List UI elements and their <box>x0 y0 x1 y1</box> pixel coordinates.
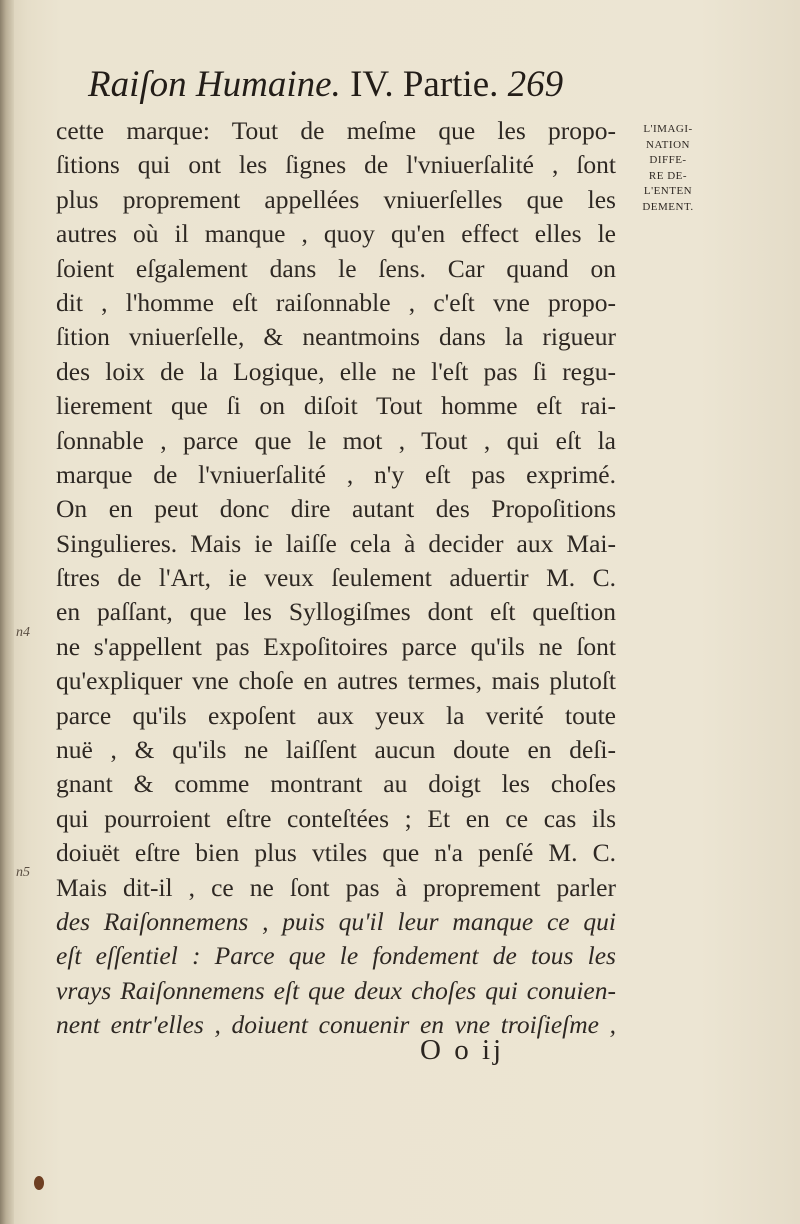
ink-blot <box>34 1176 44 1190</box>
page-gutter <box>0 0 14 1224</box>
text-line: ſitions qui ont les ſignes de l'vniuerſalité , ſont <box>56 150 616 180</box>
running-title: Raiſon Humaine. <box>88 64 341 105</box>
text-line: eſt eſſentiel : Parce que le fondement de tous les <box>56 941 616 971</box>
text-line: des Raiſonnemens , puis qu'il leur manque ce qui <box>56 906 616 936</box>
text-line: lierement que ſi on diſoit Tout homme eſt rai- <box>56 391 616 421</box>
part-label: IV. Partie. <box>350 64 499 105</box>
text-line: plus proprement appellées vniuerſelles que les <box>56 184 616 214</box>
text-line: autres où il manque , quoy qu'en effect elles le <box>56 219 616 249</box>
text-line: nent entr'elles , doiuent conuenir en vne troiſieſme , <box>56 1010 616 1040</box>
text-line: ne s'appellent pas Expoſitoires parce qu'ils ne ſont <box>56 631 616 661</box>
text-line: qu'expliquer vne choſe en autres termes, mais plutoſt <box>56 666 616 696</box>
text-line: parce qu'ils expoſent aux yeux la verité toute <box>56 700 616 730</box>
sidenote-line: L'ENTEN <box>643 185 693 197</box>
marginal-number: n4 <box>16 625 30 640</box>
text-line: ſtres de l'Art, ie veux ſeulement aduertir M. C. <box>56 563 616 593</box>
marginal-number: n5 <box>16 865 30 880</box>
text-line: qui pourroient eſtre conteſtées ; Et en ce cas ils <box>56 803 616 833</box>
sidenote-line: DEMENT. <box>642 200 694 213</box>
signature-mark: O o ij <box>420 1034 505 1066</box>
text-line: ſoient eſgalement dans le ſens. Car quand on <box>56 253 616 283</box>
text-line: Singulieres. Mais ie laiſſe cela à decider aux Mai- <box>56 528 616 558</box>
body-text <box>56 114 616 1043</box>
text-line: dit , l'homme eſt raiſonnable , c'eſt vne propo- <box>56 287 616 317</box>
text-line: marque de l'vniuerſalité , n'y eſt pas exprimé. <box>56 459 616 489</box>
text-line: doiuët eſtre bien plus vtiles que n'a penſé M. C. <box>56 838 616 868</box>
text-line: ſition vniuerſelle, & neantmoins dans la rigueur <box>56 322 616 352</box>
text-line: vrays Raiſonnemens eſt que deux choſes qui conuien- <box>56 975 616 1005</box>
text-line: gnant & comme montrant au doigt les choſes <box>56 769 616 799</box>
margin-sidenote <box>618 122 718 215</box>
text-line: ſonnable , parce que le mot , Tout , qui eſt la <box>56 425 616 455</box>
text-line: Mais dit-il , ce ne ſont pas à proprement parler <box>56 872 616 902</box>
sidenote-line: DIFFE- <box>649 154 687 166</box>
sidenote-line: L'IMAGI- <box>643 123 693 135</box>
sidenote-line: RE DE- <box>648 169 688 182</box>
sidenote-line: NATION <box>646 138 690 151</box>
text-line: nuë , & qu'ils ne laiſſent aucun doute en deſi- <box>56 735 616 765</box>
page-number: 269 <box>507 64 564 105</box>
text-line: des loix de la Logique, elle ne l'eſt pas ſi regu- <box>56 356 616 386</box>
running-header <box>88 60 648 110</box>
text-line: cette marque: Tout de meſme que les propo- <box>56 116 616 145</box>
text-line: On en peut donc dire autant des Propoſitions <box>56 494 616 524</box>
text-line: en paſſant, que les Syllogiſmes dont eſt queſtion <box>56 597 616 627</box>
